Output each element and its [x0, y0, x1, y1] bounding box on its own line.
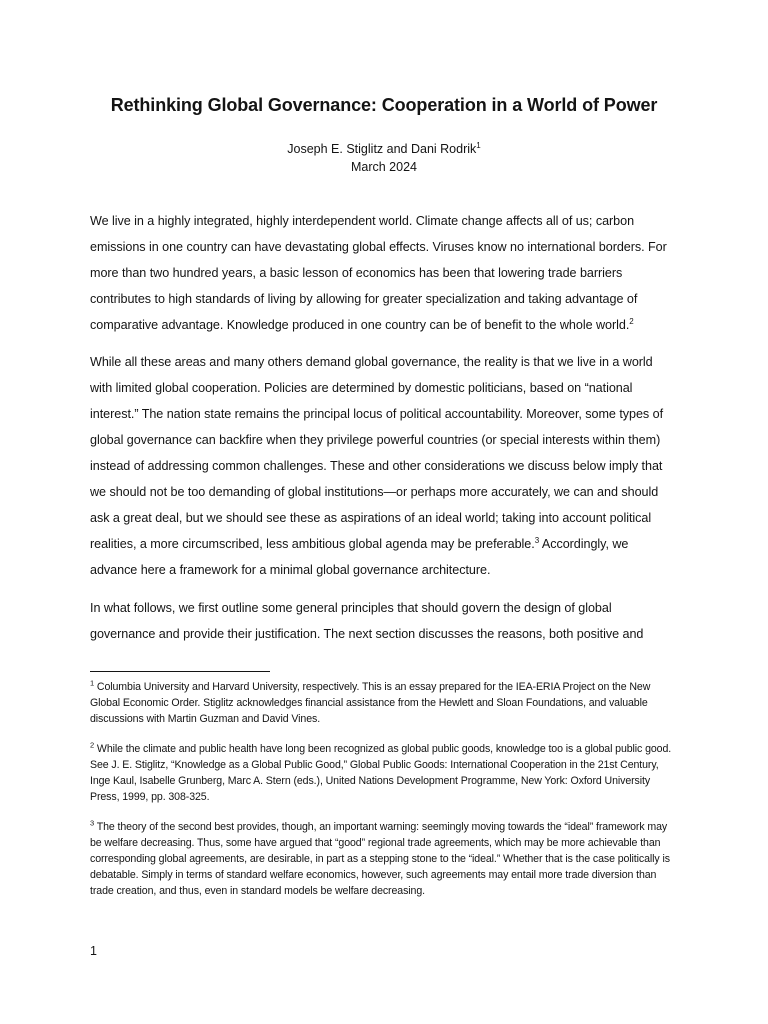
footnote-3 — [90, 819, 680, 899]
footnote-ref-2[interactable]: 2 — [629, 316, 634, 326]
paragraph-1-text: We live in a highly integrated, highly interdependent world. Climate change affects all of us; carbon emissions in one country can have devastating global effects. Viruses know no international borders. For more than two hundred years, a basic lesson of economics has been that lowering trade barriers contributes to high standards of living by allowing for greater specialization and taking advantage of comparative advantage. Knowledge produced in one country can be of benefit to the whole world. — [90, 214, 667, 332]
byline — [0, 140, 768, 176]
footnote-divider — [90, 671, 270, 672]
paragraph-3 — [90, 595, 678, 662]
footnotes — [90, 679, 680, 913]
paper-title: Rethinking Global Governance: Cooperation in a World of Power — [110, 95, 658, 115]
footnote-mark: 3 — [90, 818, 95, 828]
author-footnote-ref[interactable]: 1 — [476, 140, 481, 150]
footnote-mark: 1 — [90, 678, 95, 688]
paragraph-2 — [90, 349, 678, 598]
paragraph-1 — [90, 208, 678, 353]
footnote-mark: 2 — [90, 740, 95, 750]
paragraph-3-text: In what follows, we first outline some general principles that should govern the design of global governance and provide their justification. The next section discusses the reasons, both positive and — [90, 601, 644, 641]
publication-date: March 2024 — [350, 160, 417, 174]
author-line — [0, 140, 768, 158]
footnote-ref-3[interactable]: 3 — [534, 535, 540, 545]
footnote-text: The theory of the second best provides, though, an important warning: seemingly moving towards the “ideal” framework may be welfare decreasing. Thus, some have argued that “good” regional trade agreements, which may be more achievable than corresponding global agreements, are desirable, in part as a stepping stone to the “ideal.” Whether that is the case politically is debatable. Simply in terms of standard welfare economics, however, such agreements may entail more trade diversion than trade creation, and thus, even in standard models be welfare decreasing. — [90, 821, 670, 897]
footnote-2 — [90, 741, 680, 805]
page-number: 1 — [90, 944, 97, 958]
footnote-text: Columbia University and Harvard University, respectively. This is an essay prepared for the IEA-ERIA Project on the New Global Economic Order. Stiglitz acknowledges financial assistance from the Hewlett and Sloan Foundations, and valuable discussions with Martin Guzman and David Vines. — [90, 681, 651, 725]
authors: Joseph E. Stiglitz and Dani Rodrik — [287, 142, 477, 156]
paragraph-2-text-a: While all these areas and many others demand global governance, the reality is that we live in a world with limited global cooperation. Policies are determined by domestic politicians, based on “national interest.” The nation state remains the principal locus of political accountability. Moreover, some types of global governance can backfire when they privilege powerful countries (or special interests within them) instead of addressing common challenges. These and other considerations we discuss below imply that we should not be too demanding of global institutions—or perhaps more accurately, we can and should ask a great deal, but we should see these as aspirations of an ideal world; taking into account political realities, a more circumscribed, less ambitious global agenda may be preferable. — [90, 355, 664, 551]
footnote-1 — [90, 679, 680, 727]
paragraph-2-text-b: Accordingly, we advance here a framework for a minimal global governance architecture. — [90, 537, 629, 577]
footnote-text: While the climate and public health have long been recognized as global public goods, knowledge too is a global public good. See J. E. Stiglitz, “Knowledge as a Global Public Good,” Global Public Goods: International Cooperation in the 21st Century, Inge Kaul, Isabelle Grunberg, Marc A. Stern (eds.), United Nations Development Programme, New York: Oxford University Press, 1999, pp. 308-325. — [90, 743, 672, 803]
